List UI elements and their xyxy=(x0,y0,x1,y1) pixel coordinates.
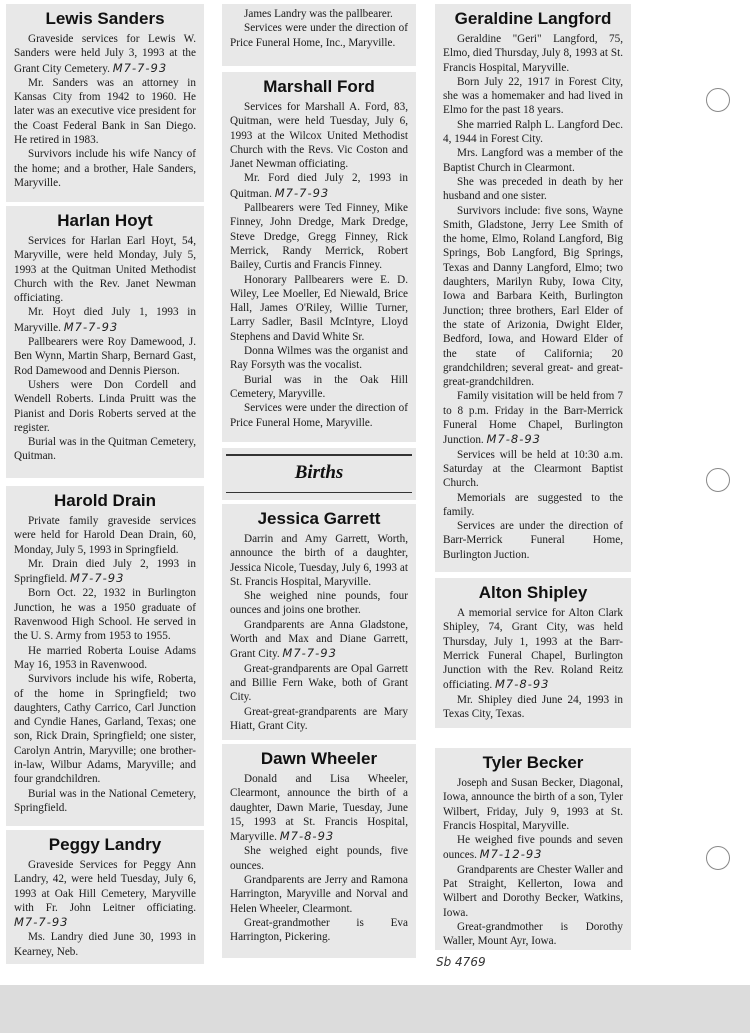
birth-paragraph: Great-grandmother is Eva Harrington, Pickering. xyxy=(230,916,408,944)
obituary-title: Alton Shipley xyxy=(478,583,588,602)
obituary-paragraph xyxy=(230,171,408,201)
obituary-peggy-landry-continued xyxy=(222,4,416,66)
obituary-paragraph: Services were under the direction of Price Funeral Home, Inc., Maryville. xyxy=(230,22,408,49)
birth-paragraph xyxy=(443,833,623,863)
obituary-paragraph: Services were under the direction of Price Funeral Home, Maryville. xyxy=(230,402,408,429)
obituary-paragraph: Ms. Landry died June 30, 1993 in Kearney, Neb. xyxy=(14,931,196,958)
obituary-lewis-sanders xyxy=(6,4,204,202)
obituary-paragraph: Pallbearers were Roy Damewood, J. Ben Wynn, Martin Sharp, Bernard Gast, Rod Damewood and Dennis Pierson. xyxy=(14,336,196,377)
birth-paragraph: Great-great-grandparents are Mary Hiatt, Grant City. xyxy=(230,705,408,732)
handwritten-date-note: M7-12-93 xyxy=(479,847,543,862)
paragraph-text: Mr. Ford died July 2, 1993 in Quitman. xyxy=(230,172,408,200)
handwritten-date-note: M7-7-93 xyxy=(274,185,330,200)
obituary-alton-shipley xyxy=(435,578,631,728)
birth-title: Dawn Wheeler xyxy=(260,749,378,768)
obituary-title: Marshall Ford xyxy=(263,77,375,96)
obituary-marshall-ford xyxy=(222,72,416,442)
obituary-paragraph: James Landry was the pallbearer. xyxy=(244,8,393,20)
obituary-paragraph xyxy=(14,305,196,335)
obituary-paragraph: Burial was in the Oak Hill Cemetery, Maryville. xyxy=(230,373,408,400)
obituary-paragraph: Private family graveside services were held for Harold Dean Drain, 60, Monday, July 5, 1993 in Springfield. xyxy=(14,515,196,556)
handwritten-date-note: M7-8-93 xyxy=(495,677,550,692)
birth-paragraph: Grandparents are Jerry and Ramona Harrington, Maryville and Norval and Helen Wheeler, Clearmont. xyxy=(230,874,408,915)
birth-jessica-garrett xyxy=(222,504,416,740)
obituary-paragraph: Burial was in the National Cemetery, Springfield. xyxy=(14,787,196,814)
obituary-paragraph: Survivors include his wife Nancy of the home; and a brother, Hale Sanders, Maryville. xyxy=(14,148,196,189)
obituary-paragraph: She married Ralph L. Langford Dec. 4, 1944 in Forest City. xyxy=(443,118,623,146)
birth-paragraph: Grandparents are Chester Waller and Pat Straight, Kellerton, Iowa and Wilbert and Dorothy Becker, Watkins, Iowa. xyxy=(443,863,623,919)
obituary-title: Lewis Sanders xyxy=(45,9,165,28)
section-heading: Births xyxy=(294,462,344,483)
binder-hole-bottom xyxy=(706,846,730,870)
paragraph-text: Mr. Hoyt died July 1, 1993 in Maryville. xyxy=(14,306,196,334)
birth-tyler-becker xyxy=(435,748,631,950)
obituary-paragraph: Burial was in the Quitman Cemetery, Quitman. xyxy=(14,436,196,463)
obituary-title: Peggy Landry xyxy=(48,835,162,854)
obituary-paragraph: Survivors include: five sons, Wayne Smith, Gladstone, Jerry Lee Smith of the home, Elmo, Roland Langford, Big Springs, Bob Langford, Big Springs, Texas and Danny Langford, Elmo; two daughters, Marilyn Ruby, Iowa City, Iowa and Barbara Keith, Burlington Junction; three brothers, Earl Elder of the state of Arizonia, Dwight Elder, Bedford, Iowa, and Howard Elder of the state of California; 20 grandchildren; several great- and great-great-grandchildren. xyxy=(443,204,623,389)
handwritten-date-note: M7-7-93 xyxy=(14,915,69,930)
paragraph-text: Mr. Drain died July 2, 1993 in Springfield. xyxy=(14,557,196,586)
birth-paragraph: Great-grandparents are Opal Garrett and Billie Fern Wake, both of Grant City. xyxy=(230,662,408,704)
obituary-paragraph: Mr. Sanders was an attorney in Kansas City from 1942 to 1960. He later was an executive vice president for the Coast Federal Bank in San Diego. He retired in 1983. xyxy=(14,76,196,147)
birth-paragraph xyxy=(230,772,408,844)
obituary-paragraph: Survivors include his wife, Roberta, of the home in Springfield; two daughters, Cathy Carrico, Carl Junction and Cyndie Hanes, Garland, Texas; one son, Rick Drain, Springfield; one sister, Carolyn Antrin, Maryville; one brother-in-law, Wilbur Adams, Maryville; and four grandchildren. xyxy=(14,673,196,786)
obituary-paragraph: Born July 22, 1917 in Forest City, she was a homemaker and had lived in Elmo for the past 18 years. xyxy=(443,75,623,117)
paragraph-text: He weighed five pounds and seven ounces. xyxy=(443,834,623,862)
obituary-harold-drain xyxy=(6,486,204,826)
obituary-title: Geraldine Langford xyxy=(454,9,612,28)
heading-rule-bottom xyxy=(226,492,412,493)
handwritten-date-note: M7-7-93 xyxy=(63,319,119,334)
birth-paragraph xyxy=(230,618,408,662)
page-reference-number: Sb 4769 xyxy=(436,955,486,969)
birth-paragraph: She weighed nine pounds, four ounces and joins one brother. xyxy=(230,590,408,617)
paragraph-text: Donald and Lisa Wheeler, Clearmont, announce the birth of a daughter, Dawn Marie, Tuesday, June 15, 1993 at St. Francis Hospital, Maryville. xyxy=(230,773,408,844)
obituary-paragraph: Pallbearers were Ted Finney, Mike Finney, John Dredge, Mark Dredge, Steve Dredge, Gregg Finney, Rick Merrick, Randy Merrick, Robert Bailey, Curtis and Francis Finney. xyxy=(230,202,408,272)
obituary-paragraph: Geraldine "Geri" Langford, 75, Elmo, died Thursday, July 8, 1993 at St. Francis Hospital, Maryville. xyxy=(443,33,623,74)
obituary-harlan-hoyt xyxy=(6,206,204,478)
handwritten-date-note: M7-7-93 xyxy=(282,646,337,661)
birth-paragraph: Darrin and Amy Garrett, Worth, announce the birth of a daughter, Jessica Nicole, Tuesday, July 6, 1993 at St. Francis Hospital, Maryville. xyxy=(230,533,408,588)
births-section-header xyxy=(222,448,416,500)
obituary-paragraph xyxy=(443,606,623,693)
obituary-title: Harold Drain xyxy=(53,491,157,510)
binder-hole-middle xyxy=(706,468,730,492)
obituary-paragraph: She was preceded in death by her husband and one sister. xyxy=(443,175,623,203)
obituary-paragraph: Mr. Shipley died June 24, 1993 in Texas City, Texas. xyxy=(443,693,623,721)
paragraph-text: Grandparents are Anna Gladstone, Worth and Max and Diane Garrett, Grant City. xyxy=(230,618,408,661)
obituary-paragraph: He married Roberta Louise Adams May 16, 1953 in Ravenwood. xyxy=(14,644,196,671)
obituary-paragraph: Honorary Pallbearers were E. D. Wiley, Lee Moeller, Ed Niewald, Brice Hall, James O'Riley, Willie Turner, Larry Sadler, Basil McIntyre, Lloyd Stephens and David White Sr. xyxy=(230,273,408,343)
handwritten-date-note: M7-8-93 xyxy=(279,829,335,844)
birth-dawn-wheeler xyxy=(222,744,416,958)
paragraph-text: Graveside Services for Peggy Ann Landry, 42, were held Tuesday, July 6, 1993 at Oak Hill Cemetery, Maryville with Fr. John Leitner officiating. xyxy=(14,859,196,914)
heading-rule-top xyxy=(226,454,412,456)
obituary-paragraph: Donna Wilmes was the organist and Ray Forsyth was the vocalist. xyxy=(230,345,408,372)
obituary-paragraph: Born Oct. 22, 1932 in Burlington Junction, he was a 1950 graduate of Ravenwood High School. He served in the U. S. Army from 1953 to 1955. xyxy=(14,587,196,643)
handwritten-date-note: M7-8-93 xyxy=(486,432,542,447)
obituary-paragraph xyxy=(14,858,196,930)
birth-paragraph: She weighed eight pounds, five ounces. xyxy=(230,845,408,872)
birth-title: Tyler Becker xyxy=(482,753,584,772)
obituary-paragraph xyxy=(14,557,196,587)
obituary-paragraph xyxy=(443,389,623,447)
page-bottom-margin xyxy=(0,985,750,1033)
obituary-peggy-landry xyxy=(6,830,204,964)
obituary-paragraph xyxy=(14,32,196,76)
obituary-paragraph: Services for Harlan Earl Hoyt, 54, Maryville, were held Monday, July 5, 1993 at the Quitman United Methodist Church with the Rev. Janet Newman officiating. xyxy=(14,235,196,305)
obituary-geraldine-langford xyxy=(435,4,631,572)
paragraph-text: Graveside services for Lewis W. Sanders were held July 3, 1993 at the Grant City Cemetery. xyxy=(14,33,196,75)
birth-paragraph: Great-grandmother is Dorothy Waller, Mount Ayr, Iowa. xyxy=(443,920,623,948)
paragraph-text: A memorial service for Alton Clark Shipley, 74, Grant City, was held Thursday, July 1, 1993 at the Barr-Merrick Funeral Chapel, Burlington Junction with the Rev. Roland Reitz officiating. xyxy=(443,607,623,692)
birth-paragraph: Joseph and Susan Becker, Diagonal, Iowa, announce the birth of a son, Tyler Wilbert, Friday, July 9, 1993 at St. Francis Hospital, Maryville. xyxy=(443,777,623,832)
handwritten-date-note: M7-7-93 xyxy=(69,571,125,586)
obituary-paragraph: Ushers were Don Cordell and Wendell Roberts. Linda Pruitt was the Pianist and Doris Roberts served at the register. xyxy=(14,378,196,434)
obituary-paragraph: Services are under the direction of Barr-Merrick Funeral Home, Burlington Juction. xyxy=(443,520,623,561)
obituary-title: Harlan Hoyt xyxy=(57,211,153,230)
binder-hole-top xyxy=(706,88,730,112)
obituary-paragraph: Services for Marshall A. Ford, 83, Quitman, were held Tuesday, July 6, 1993 at the Wilcox United Methodist Church with the Revs. Vic Coston and Janet Newman officiating. xyxy=(230,101,408,171)
obituary-paragraph: Memorials are suggested to the family. xyxy=(443,491,623,518)
obituary-paragraph: Mrs. Langford was a member of the Baptist Church in Clearmont. xyxy=(443,147,623,174)
birth-title: Jessica Garrett xyxy=(257,509,381,528)
obituary-paragraph: Services will be held at 10:30 a.m. Saturday at the Clearmont Baptist Church. xyxy=(443,448,623,490)
paragraph-text: Family visitation will be held from 7 to 8 p.m. Friday in the Barr-Merrick Funeral Home Chapel, Burlington Junction. xyxy=(443,390,623,447)
handwritten-date-note: M7-7-93 xyxy=(112,60,168,75)
